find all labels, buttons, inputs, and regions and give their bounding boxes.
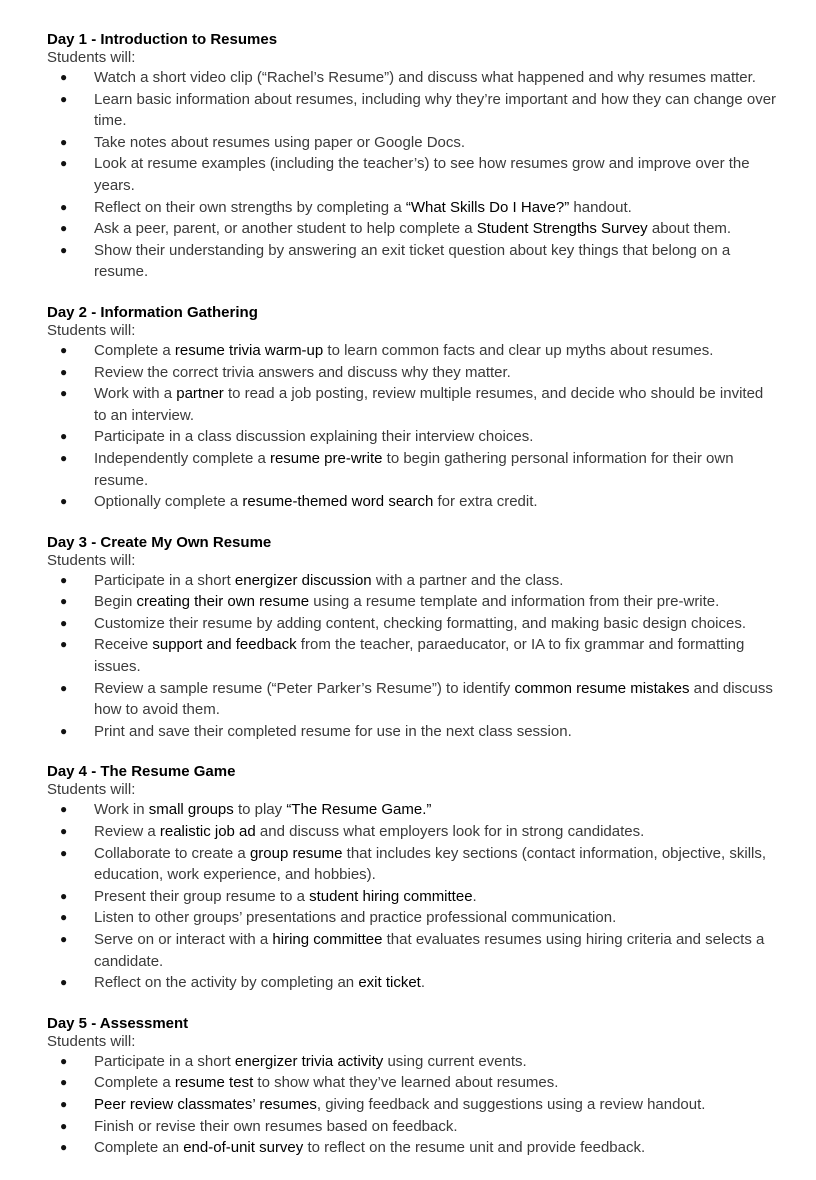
highlighted-phrase: resume pre-write [269,449,383,467]
item-text: using current events. [383,1052,527,1070]
item-text: that includes key sections (contact information, objective, skills, education, work experience, and hobbies). [94,844,767,884]
day-heading: Day 1 - Introduction to Resumes [47,31,278,48]
highlighted-phrase: Peer review classmates’ resumes [94,1095,317,1113]
item-text: . [420,974,426,992]
item-text: Finish or revise their own resumes based on feedback. [94,1117,458,1135]
list-item [47,634,777,677]
activity-list [47,799,777,993]
highlighted-phrase: resume-themed word search [242,493,434,511]
item-text: Begin [94,593,137,611]
intro-text: Students will: [47,551,136,569]
list-item [47,383,777,426]
highlighted-phrase: hiring committee [272,931,383,948]
item-text: Participate in a short [94,1052,235,1070]
highlighted-phrase: support and feedback [152,636,297,654]
item-text: Print and save their completed resume for use in the next class session. [94,722,572,740]
item-text: Complete a [94,341,175,359]
highlighted-phrase: creating their own resume [136,593,310,611]
list-item [47,362,777,384]
item-text: and discuss how to avoid them. [94,679,773,719]
highlighted-phrase: end-of-unit survey [183,1139,304,1157]
list-item [47,1137,777,1159]
item-text: Reflect on the activity by completing an [94,974,359,992]
list-item [47,240,777,283]
item-text: handout. [569,198,632,216]
item-text: Participate in a short [94,571,235,589]
highlighted-phrase: common resume mistakes [514,679,690,697]
item-text: Look at resume examples (including the teacher’s) to see how resumes grow and improve over the years. [94,155,750,194]
item-text: Work with a [94,385,177,403]
list-item [47,886,777,908]
list-item [47,929,777,972]
intro-text: Students will: [47,49,136,66]
item-text: to play [233,801,287,819]
list-item [47,89,777,132]
list-item [47,821,777,843]
highlighted-phrase: “The Resume Game.” [286,801,432,819]
list-item [47,799,777,821]
day-heading: Day 4 - The Resume Game [47,763,236,781]
item-text: to show what they’ve learned about resumes. [253,1074,559,1092]
item-text: Listen to other groups’ presentations and practice professional communication. [94,909,617,927]
activity-list [47,340,777,513]
item-text: Review a [94,823,160,841]
highlighted-phrase: small groups [148,801,234,819]
day-section [47,31,777,283]
intro-text: Students will: [47,1032,136,1050]
item-text: using a resume template and information from their pre-write. [309,593,720,611]
list-item [47,218,777,240]
list-item [47,448,777,491]
highlighted-phrase: exit ticket [358,974,421,992]
item-text: and discuss what employers look for in strong candidates. [255,823,645,841]
highlighted-phrase: realistic job ad [159,823,256,841]
list-item [47,340,777,362]
highlighted-phrase: resume trivia warm-up [174,341,324,359]
list-item [47,426,777,448]
activity-list [47,1051,777,1159]
day-section [47,534,777,743]
list-item [47,153,777,196]
item-text: . [472,887,477,905]
day-section [47,763,777,993]
list-item [47,197,777,219]
highlighted-phrase: student hiring committee [309,887,473,905]
item-text: Take notes about resumes using paper or Google Docs. [94,133,466,151]
list-item [47,1051,777,1073]
highlighted-phrase: Student Strengths Survey [476,220,648,238]
item-text: with a partner and the class. [371,571,564,589]
highlighted-phrase: “What Skills Do I Have?” [405,198,570,216]
item-text: that evaluates resumes using hiring criteria and selects a candidate. [94,931,765,970]
list-item [47,721,777,743]
list-item [47,67,777,89]
list-item [47,491,777,513]
item-text: Participate in a class discussion explaining their interview choices. [94,428,534,446]
list-item [47,907,777,929]
item-text: Independently complete a [94,449,270,467]
item-text: Collaborate to create a [94,844,250,862]
activity-list [47,570,777,743]
item-text: Present their group resume to a [94,887,310,905]
list-item [47,570,777,592]
item-text: Complete a [94,1074,175,1092]
day-section [47,1015,777,1159]
day-section [47,304,777,513]
item-text: to begin gathering personal information for their own resume. [94,449,734,489]
highlighted-phrase: resume test [174,1074,254,1092]
item-text: Ask a peer, parent, or another student to help complete a [94,220,477,238]
item-text: Work in [94,801,149,819]
intro-text: Students will: [47,781,136,799]
item-text: Optionally complete a [94,493,243,511]
item-text: to read a job posting, review multiple resumes, and decide who should be invited to an interview. [94,385,764,424]
item-text: Show their understanding by answering an exit ticket question about key things that belong on a resume. [94,241,731,281]
item-text: Reflect on their own strengths by completing a [94,198,406,216]
list-item [47,843,777,886]
highlighted-phrase: energizer trivia activity [234,1052,384,1070]
list-item [47,132,777,154]
lesson-plan [47,31,777,1180]
day-heading: Day 3 - Create My Own Resume [47,533,272,551]
item-text: , giving feedback and suggestions using a review handout. [316,1095,706,1113]
item-text: Complete an [94,1139,184,1157]
highlighted-phrase: group resume [249,844,343,862]
item-text: to reflect on the resume unit and provide feedback. [303,1139,646,1157]
intro-text: Students will: [47,321,136,339]
list-item [47,1116,777,1138]
list-item [47,678,777,721]
item-text: Review the correct trivia answers and discuss why they matter. [94,363,511,381]
item-text: Learn basic information about resumes, including why they’re important and how they can change over time. [94,90,777,130]
item-text: Serve on or interact with a [94,931,273,948]
item-text: Review a sample resume (“Peter Parker’s Resume”) to identify [94,679,515,697]
list-item [47,591,777,613]
day-heading: Day 2 - Information Gathering [47,303,258,321]
day-heading: Day 5 - Assessment [47,1014,189,1032]
item-text: Watch a short video clip (“Rachel’s Resume”) and discuss what happened and why resumes matter. [94,69,756,86]
list-item [47,613,777,635]
highlighted-phrase: energizer discussion [234,571,372,589]
item-text: Receive [94,636,153,654]
item-text: Customize their resume by adding content, checking formatting, and making basic design choices. [94,614,747,632]
item-text: for extra credit. [433,493,538,511]
list-item [47,1072,777,1094]
item-text: from the teacher, paraeducator, or IA to fix grammar and formatting issues. [94,636,745,676]
item-text: about them. [647,220,732,238]
list-item [47,972,777,994]
activity-list [47,67,777,283]
highlighted-phrase: partner [176,385,224,403]
list-item [47,1094,777,1116]
item-text: to learn common facts and clear up myths about resumes. [323,341,714,359]
